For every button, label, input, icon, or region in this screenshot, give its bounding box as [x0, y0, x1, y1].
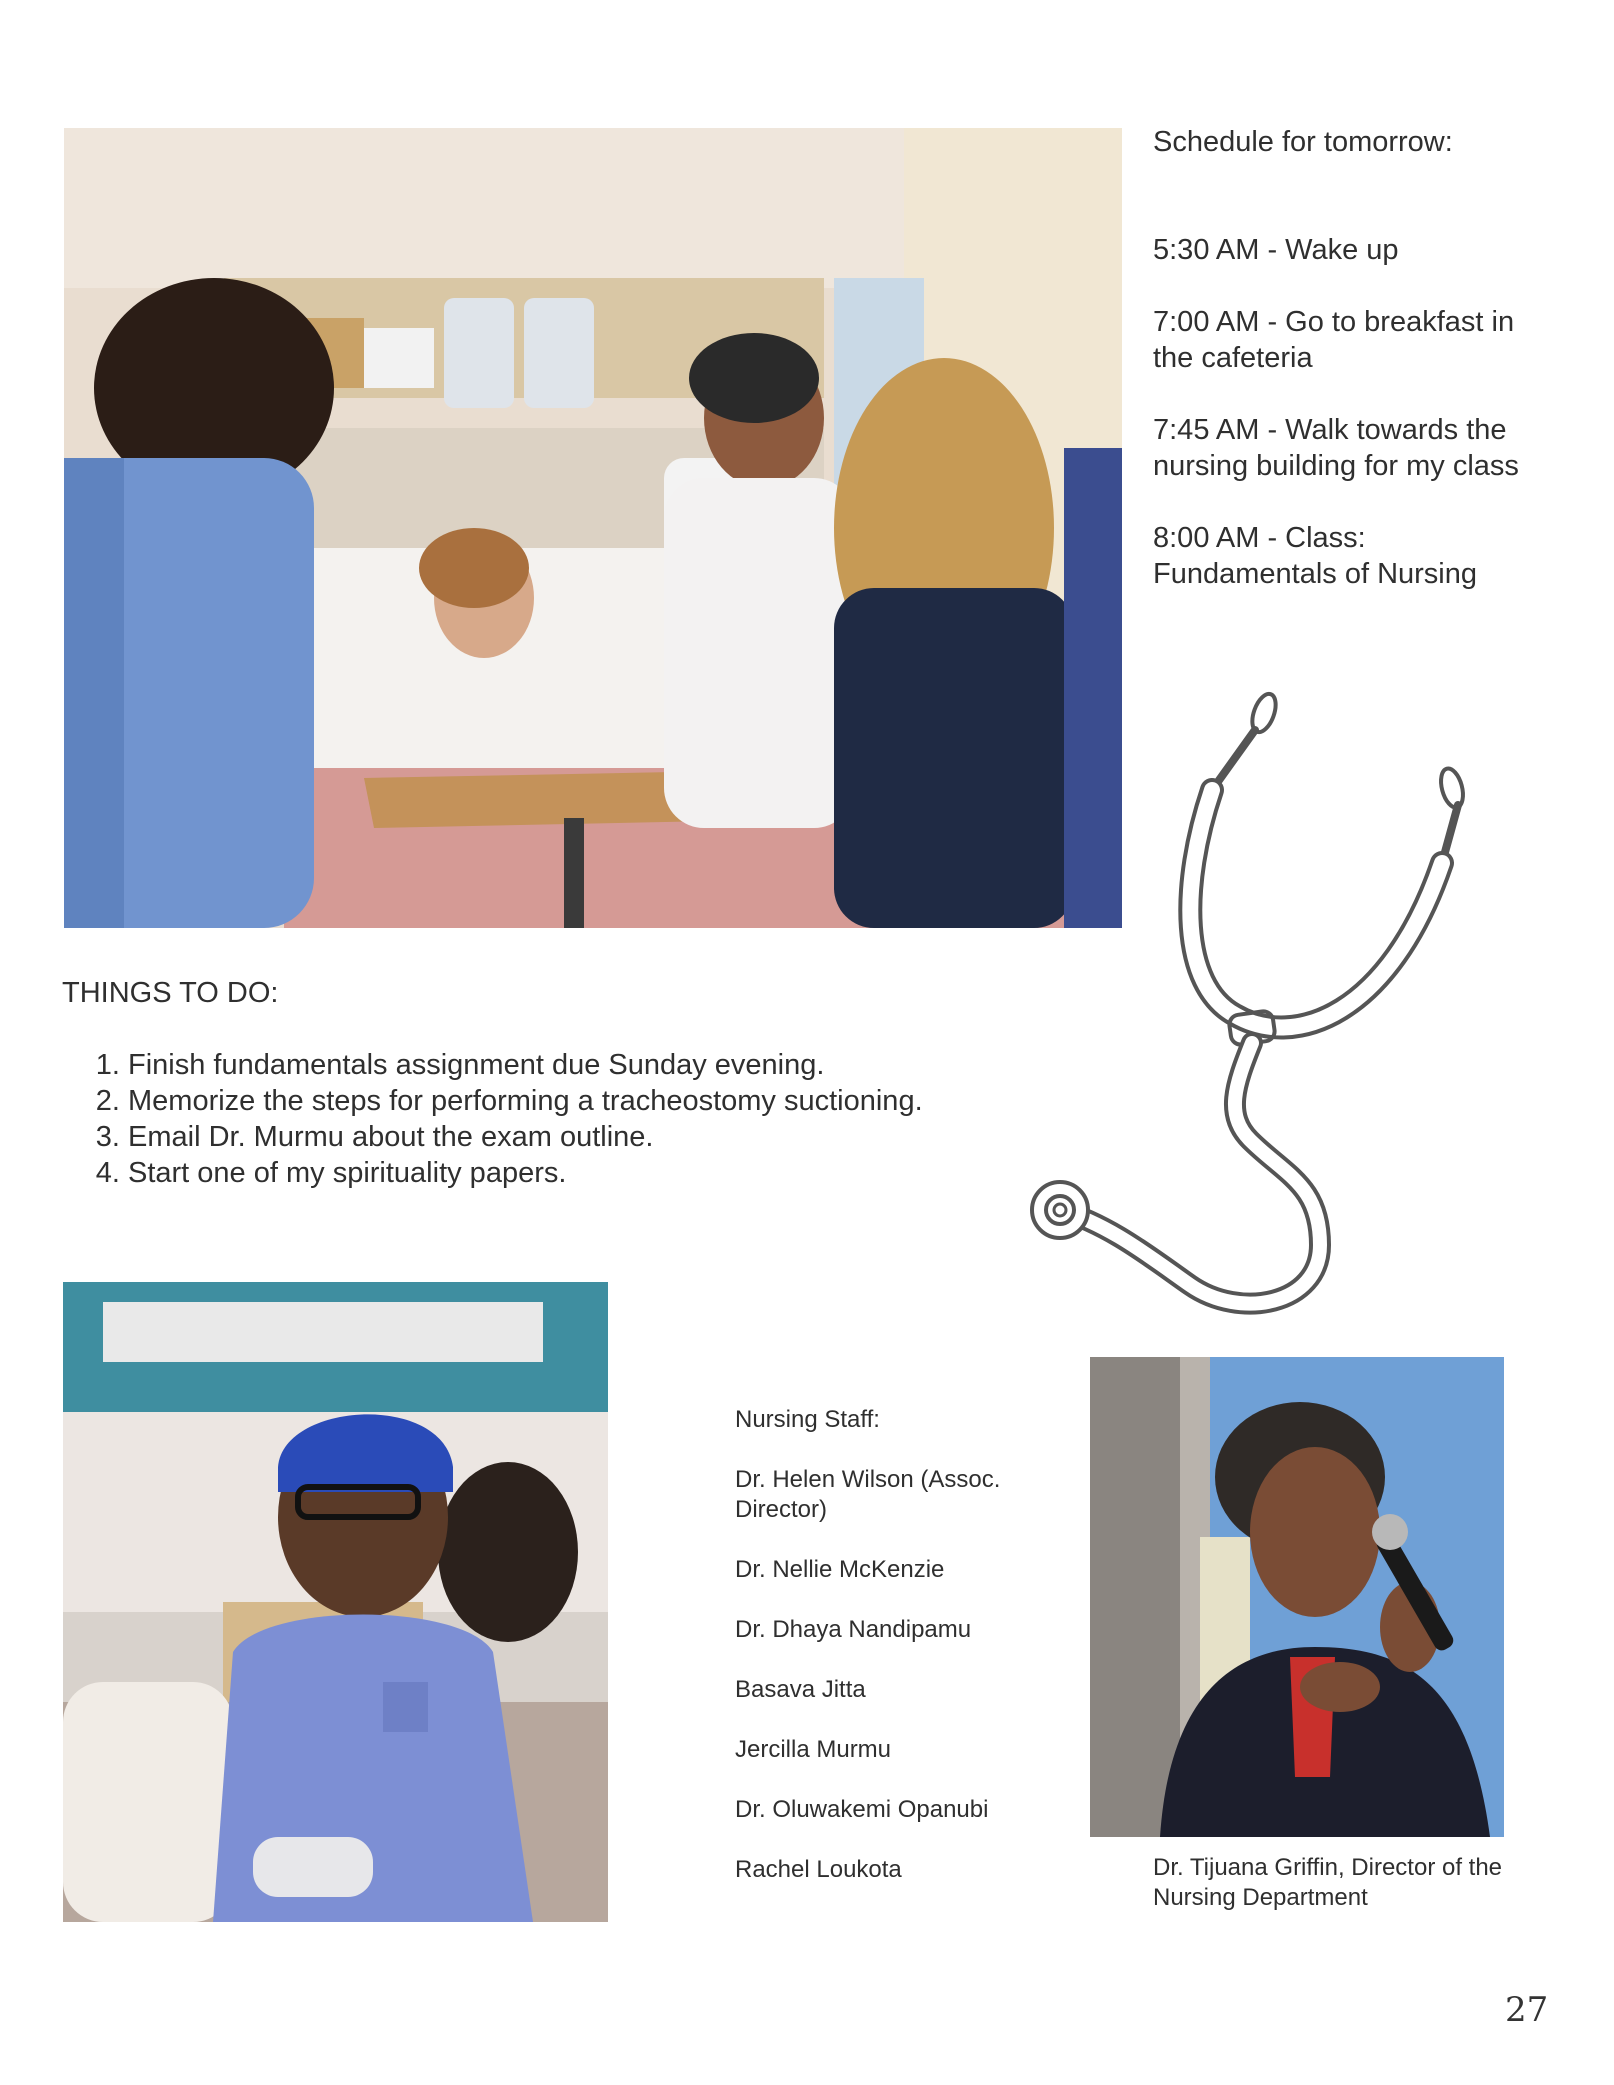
staff-member: Rachel Loukota [735, 1856, 902, 1883]
things-to-do-section [62, 975, 1042, 1191]
simulation-lab-photo [64, 128, 1122, 928]
stethoscope-icon [1030, 685, 1490, 1330]
schedule-item: 7:00 AM - Go to breakfast in the cafeteria [1153, 306, 1515, 374]
schedule-item: 8:00 AM - Class: Fundamentals of Nursing [1153, 522, 1477, 590]
page-number: 27 [1505, 1990, 1549, 2030]
director-photo [1090, 1357, 1504, 1837]
todo-item: 3. Email Dr. Murmu about the exam outline. [128, 1119, 1042, 1155]
nursing-staff-section [735, 1405, 1065, 1915]
staff-member: Dr. Helen Wilson (Assoc. Director) [735, 1466, 1001, 1523]
staff-member: Basava Jitta [735, 1676, 866, 1703]
schedule-item: 5:30 AM - Wake up [1153, 234, 1399, 266]
staff-member: Jercilla Murmu [735, 1736, 892, 1763]
schedule-item: 7:45 AM - Walk towards the nursing building for my class [1153, 414, 1519, 482]
staff-member: Dr. Dhaya Nandipamu [735, 1616, 972, 1643]
schedule-title: Schedule for tomorrow: [1153, 126, 1453, 158]
director-caption: Dr. Tijuana Griffin, Director of the Nursing Department [1153, 1854, 1503, 1911]
staff-member: Dr. Nellie McKenzie [735, 1556, 945, 1583]
todo-list [62, 1047, 1042, 1191]
nursing-student-photo [63, 1282, 608, 1922]
todo-item: 1. Finish fundamentals assignment due Sunday evening. [128, 1047, 1042, 1083]
schedule-section [1153, 124, 1533, 628]
things-to-do-title: THINGS TO DO: [62, 977, 279, 1009]
todo-item: 2. Memorize the steps for performing a tracheostomy suctioning. [128, 1083, 1042, 1119]
todo-item: 4. Start one of my spirituality papers. [128, 1155, 1042, 1191]
nursing-staff-title: Nursing Staff: [735, 1406, 880, 1433]
staff-member: Dr. Oluwakemi Opanubi [735, 1796, 989, 1823]
